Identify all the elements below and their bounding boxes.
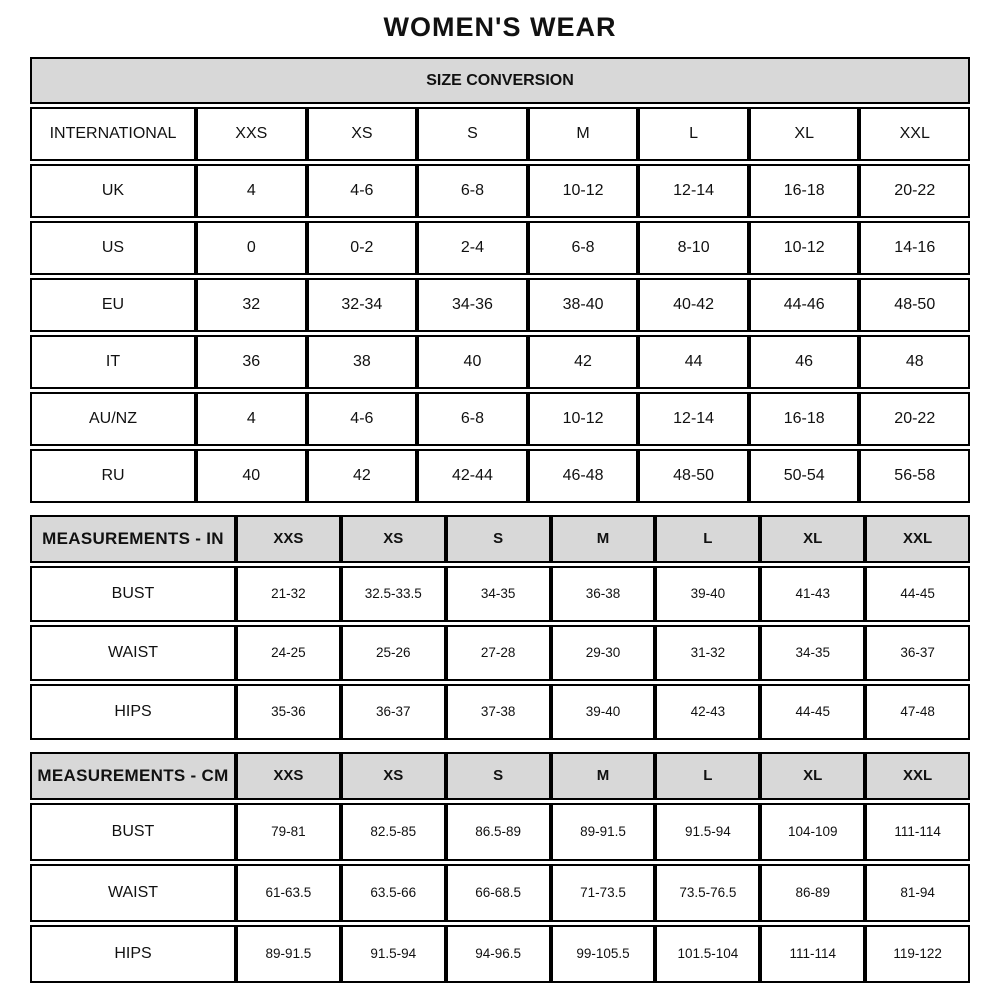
column-header-cell: XXL: [865, 515, 970, 563]
value-cell: 48-50: [638, 449, 749, 503]
value-cell: 44: [638, 335, 749, 389]
value-cell: 32-34: [307, 278, 418, 332]
column-header-cell: XXS: [236, 515, 341, 563]
value-cell: 34-36: [417, 278, 528, 332]
value-cell: 39-40: [551, 684, 656, 740]
value-cell: 66-68.5: [446, 864, 551, 922]
value-cell: 86.5-89: [446, 803, 551, 861]
column-header-cell: M: [551, 752, 656, 800]
column-header-cell: L: [638, 107, 749, 161]
value-cell: 32: [196, 278, 307, 332]
value-cell: 29-30: [551, 625, 656, 681]
row-label-cell: HIPS: [30, 925, 236, 983]
value-cell: 34-35: [446, 566, 551, 622]
value-cell: 38-40: [528, 278, 639, 332]
value-cell: 4: [196, 164, 307, 218]
value-cell: 111-114: [865, 803, 970, 861]
table-row: [30, 221, 970, 275]
column-header-cell: L: [655, 515, 760, 563]
table-row: [30, 625, 970, 681]
value-cell: 101.5-104: [655, 925, 760, 983]
value-cell: 42-43: [655, 684, 760, 740]
column-header-cell: XL: [749, 107, 860, 161]
value-cell: 14-16: [859, 221, 970, 275]
table-row: [30, 392, 970, 446]
table-row: [30, 449, 970, 503]
value-cell: 36: [196, 335, 307, 389]
value-cell: 111-114: [760, 925, 865, 983]
value-cell: 27-28: [446, 625, 551, 681]
page-title: WOMEN'S WEAR: [383, 12, 617, 42]
measurements-cm-table: [30, 752, 970, 983]
column-header-cell: XXL: [859, 107, 970, 161]
value-cell: 63.5-66: [341, 864, 446, 922]
value-cell: 40: [196, 449, 307, 503]
table-row: [30, 335, 970, 389]
row-label-cell: US: [30, 221, 196, 275]
value-cell: 12-14: [638, 164, 749, 218]
value-cell: 42-44: [417, 449, 528, 503]
value-cell: 81-94: [865, 864, 970, 922]
table-header-cell: MEASUREMENTS - IN: [30, 515, 236, 563]
table-row: [30, 925, 970, 983]
value-cell: 21-32: [236, 566, 341, 622]
value-cell: 38: [307, 335, 418, 389]
value-cell: 104-109: [760, 803, 865, 861]
value-cell: 10-12: [749, 221, 860, 275]
row-label-cell: WAIST: [30, 864, 236, 922]
value-cell: 56-58: [859, 449, 970, 503]
value-cell: 12-14: [638, 392, 749, 446]
table-row: [30, 164, 970, 218]
value-cell: 42: [307, 449, 418, 503]
value-cell: 4-6: [307, 164, 418, 218]
value-cell: 20-22: [859, 164, 970, 218]
row-label-cell: AU/NZ: [30, 392, 196, 446]
column-header-row: [30, 107, 970, 161]
column-header-row: [30, 515, 970, 563]
row-label-cell: WAIST: [30, 625, 236, 681]
measurements-in-table: [30, 515, 970, 740]
column-header-cell: S: [446, 515, 551, 563]
value-cell: 47-48: [865, 684, 970, 740]
value-cell: 91.5-94: [341, 925, 446, 983]
value-cell: 89-91.5: [551, 803, 656, 861]
value-cell: 91.5-94: [655, 803, 760, 861]
table-row: [30, 803, 970, 861]
row-label-cell: EU: [30, 278, 196, 332]
value-cell: 0-2: [307, 221, 418, 275]
size-conversion-table: [30, 57, 970, 503]
value-cell: 99-105.5: [551, 925, 656, 983]
value-cell: 79-81: [236, 803, 341, 861]
value-cell: 32.5-33.5: [341, 566, 446, 622]
table-title-row: [30, 57, 970, 104]
value-cell: 37-38: [446, 684, 551, 740]
column-header-cell: INTERNATIONAL: [30, 107, 196, 161]
value-cell: 6-8: [417, 164, 528, 218]
value-cell: 24-25: [236, 625, 341, 681]
value-cell: 4: [196, 392, 307, 446]
row-label-cell: HIPS: [30, 684, 236, 740]
value-cell: 10-12: [528, 164, 639, 218]
value-cell: 48-50: [859, 278, 970, 332]
column-header-cell: L: [655, 752, 760, 800]
value-cell: 16-18: [749, 392, 860, 446]
value-cell: 46: [749, 335, 860, 389]
column-header-cell: M: [528, 107, 639, 161]
column-header-cell: XL: [760, 752, 865, 800]
value-cell: 16-18: [749, 164, 860, 218]
table-row: [30, 864, 970, 922]
value-cell: 50-54: [749, 449, 860, 503]
value-cell: 82.5-85: [341, 803, 446, 861]
value-cell: 20-22: [859, 392, 970, 446]
table-row: [30, 278, 970, 332]
value-cell: 34-35: [760, 625, 865, 681]
value-cell: 36-37: [341, 684, 446, 740]
value-cell: 71-73.5: [551, 864, 656, 922]
value-cell: 44-45: [760, 684, 865, 740]
value-cell: 6-8: [528, 221, 639, 275]
value-cell: 41-43: [760, 566, 865, 622]
value-cell: 40: [417, 335, 528, 389]
value-cell: 10-12: [528, 392, 639, 446]
row-label-cell: IT: [30, 335, 196, 389]
value-cell: 94-96.5: [446, 925, 551, 983]
value-cell: 86-89: [760, 864, 865, 922]
value-cell: 35-36: [236, 684, 341, 740]
value-cell: 73.5-76.5: [655, 864, 760, 922]
column-header-cell: XS: [341, 752, 446, 800]
column-header-cell: M: [551, 515, 656, 563]
table-header-cell: MEASUREMENTS - CM: [30, 752, 236, 800]
column-header-row: [30, 752, 970, 800]
value-cell: 44-45: [865, 566, 970, 622]
value-cell: 36-38: [551, 566, 656, 622]
value-cell: 61-63.5: [236, 864, 341, 922]
column-header-cell: XS: [307, 107, 418, 161]
row-label-cell: RU: [30, 449, 196, 503]
value-cell: 2-4: [417, 221, 528, 275]
column-header-cell: S: [446, 752, 551, 800]
table-row: [30, 566, 970, 622]
column-header-cell: XXS: [236, 752, 341, 800]
value-cell: 0: [196, 221, 307, 275]
column-header-cell: XS: [341, 515, 446, 563]
column-header-cell: XXL: [865, 752, 970, 800]
column-header-cell: S: [417, 107, 528, 161]
value-cell: 31-32: [655, 625, 760, 681]
row-label-cell: UK: [30, 164, 196, 218]
value-cell: 44-46: [749, 278, 860, 332]
value-cell: 36-37: [865, 625, 970, 681]
value-cell: 42: [528, 335, 639, 389]
table-title-cell: SIZE CONVERSION: [30, 57, 970, 104]
value-cell: 46-48: [528, 449, 639, 503]
value-cell: 8-10: [638, 221, 749, 275]
value-cell: 119-122: [865, 925, 970, 983]
column-header-cell: XXS: [196, 107, 307, 161]
value-cell: 89-91.5: [236, 925, 341, 983]
value-cell: 4-6: [307, 392, 418, 446]
value-cell: 48: [859, 335, 970, 389]
value-cell: 40-42: [638, 278, 749, 332]
value-cell: 39-40: [655, 566, 760, 622]
value-cell: 25-26: [341, 625, 446, 681]
row-label-cell: BUST: [30, 566, 236, 622]
value-cell: 6-8: [417, 392, 528, 446]
row-label-cell: BUST: [30, 803, 236, 861]
column-header-cell: XL: [760, 515, 865, 563]
table-row: [30, 684, 970, 740]
